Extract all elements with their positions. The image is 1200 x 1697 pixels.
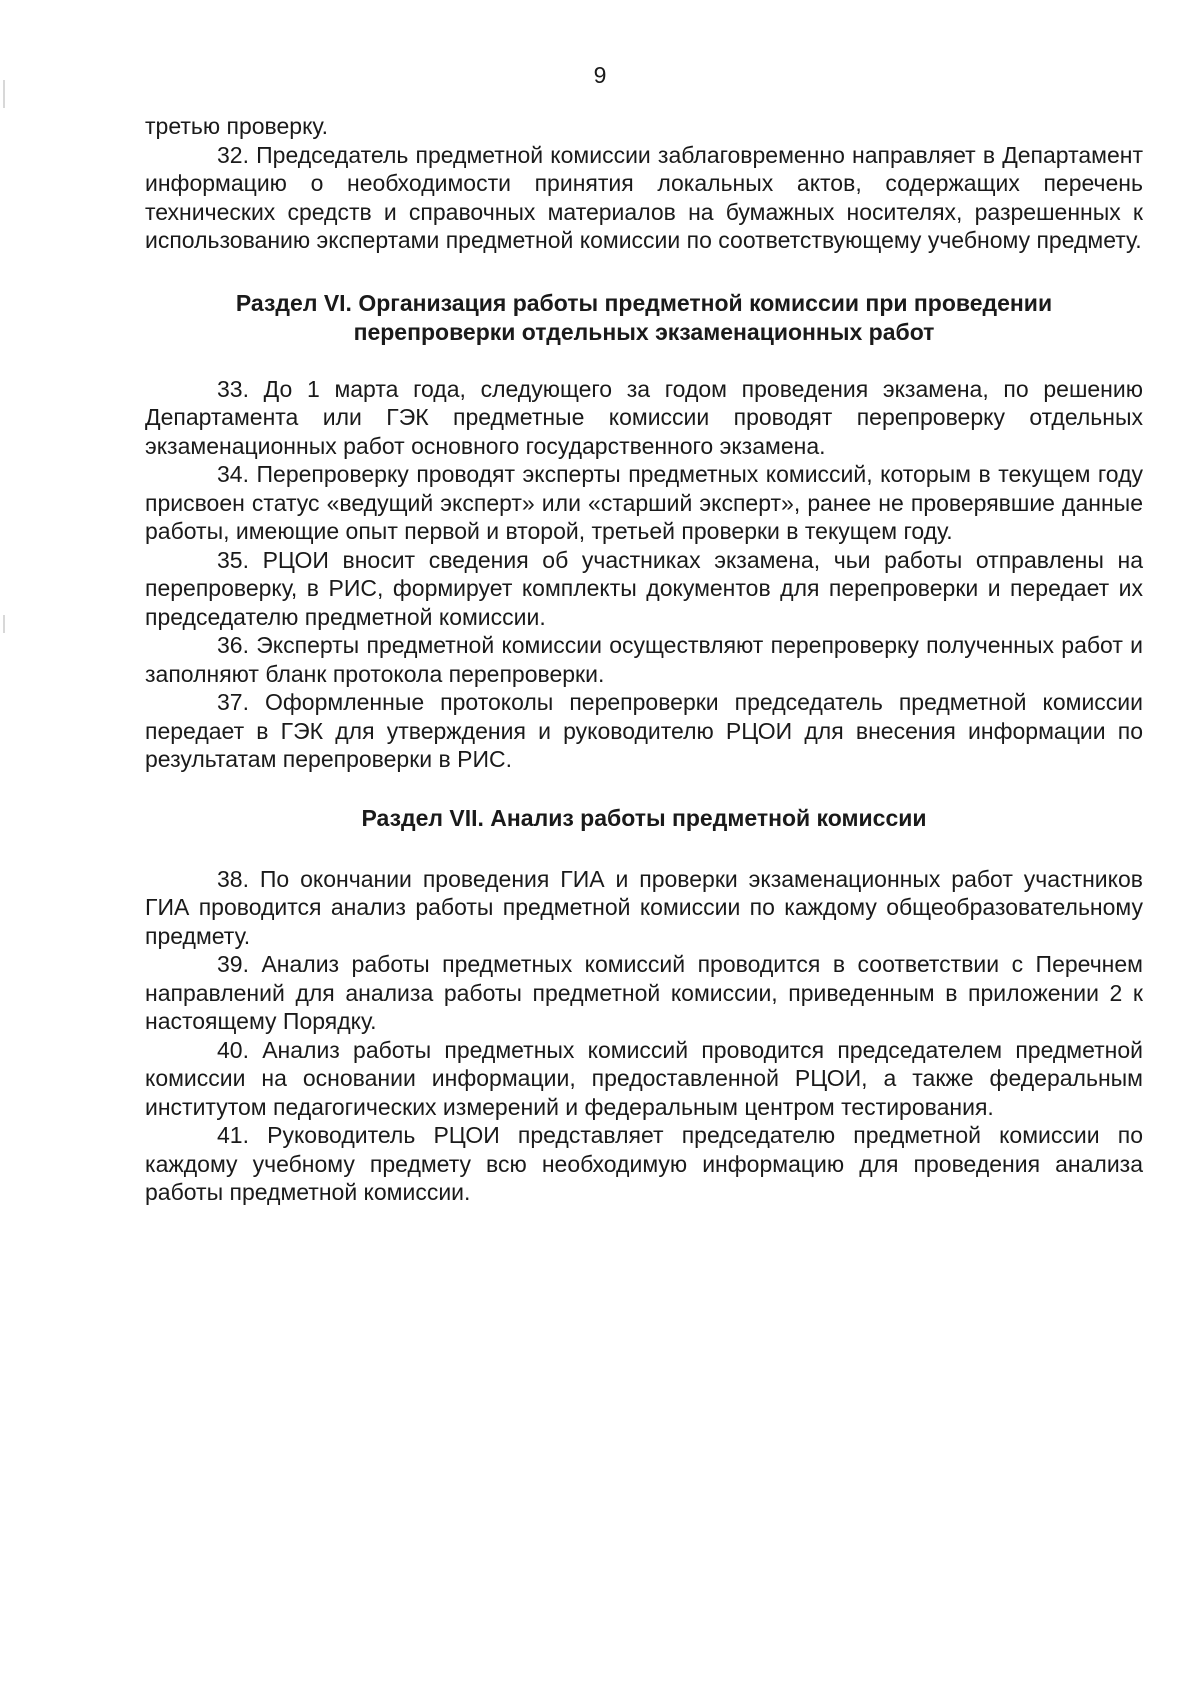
paragraph-32: 32. Председатель предметной комиссии заблаговременно направляет в Департамент информацию о необходимости принятия локальных актов, содержащих перечень технических средств и справочных материалов на бумажных носителях, разрешенных к использованию экспертами предметной комиссии по соответствующему учебному предмету. (145, 141, 1143, 253)
paragraph-continuation: третью проверку. (145, 113, 329, 139)
paragraph-33: 33. До 1 марта года, следующего за годом проведения экзамена, по решению Департамента или ГЭК предметные комиссии проводят перепроверку отдельных экзаменационных работ основного государственного экзамена. (145, 375, 1143, 459)
paragraph-37: 37. Оформленные протоколы перепроверки председатель предметной комиссии передает в ГЭК для утверждения и руководителю РЦОИ для внесения информации по результатам перепроверки в РИС. (145, 689, 1143, 772)
paragraph-39: 39. Анализ работы предметных комиссий проводится в соответствии с Перечнем направлений для анализа работы предметной комиссии, приведенным в приложении 2 к настоящему Порядку. (145, 951, 1143, 1034)
document-body (145, 112, 1143, 1207)
paragraph-40: 40. Анализ работы предметных комиссий проводится председателем предметной комиссии на основании информации, предоставленной РЦОИ, а также федеральным институтом педагогических измерений и федеральным центром тестирования. (145, 1036, 1143, 1120)
section-7-heading: Раздел VII. Анализ работы предметной комиссии (361, 804, 927, 831)
section-6-heading: Раздел VI. Организация работы предметной комиссии при проведении перепроверки отдельных экзаменационных работ (235, 289, 1053, 345)
paragraph-41: 41. Руководитель РЦОИ представляет председателю предметной комиссии по каждому учебному предмету всю необходимую информацию для проведения анализа работы предметной комиссии. (145, 1122, 1143, 1205)
paragraph-34: 34. Перепроверку проводят эксперты предметных комиссий, которым в текущем году присвоен статус «ведущий эксперт» или «старший эксперт», ранее не проверявшие данные работы, имеющие опыт первой и второй, третьей проверки в текущем году. (145, 461, 1143, 544)
scan-edge-mark (3, 615, 5, 633)
paragraph-36: 36. Эксперты предметной комиссии осуществляют перепроверку полученных работ и заполняют бланк протокола перепроверки. (145, 632, 1143, 687)
page-number: 9 (593, 62, 607, 88)
paragraph-35: 35. РЦОИ вносит сведения об участниках экзамена, чьи работы отправлены на перепроверку, в РИС, формирует комплекты документов для перепроверки и передает их председателю предметной комиссии. (145, 546, 1143, 630)
paragraph-38: 38. По окончании проведения ГИА и проверки экзаменационных работ участников ГИА проводится анализ работы предметной комиссии по каждому общеобразовательному предмету. (145, 865, 1143, 949)
